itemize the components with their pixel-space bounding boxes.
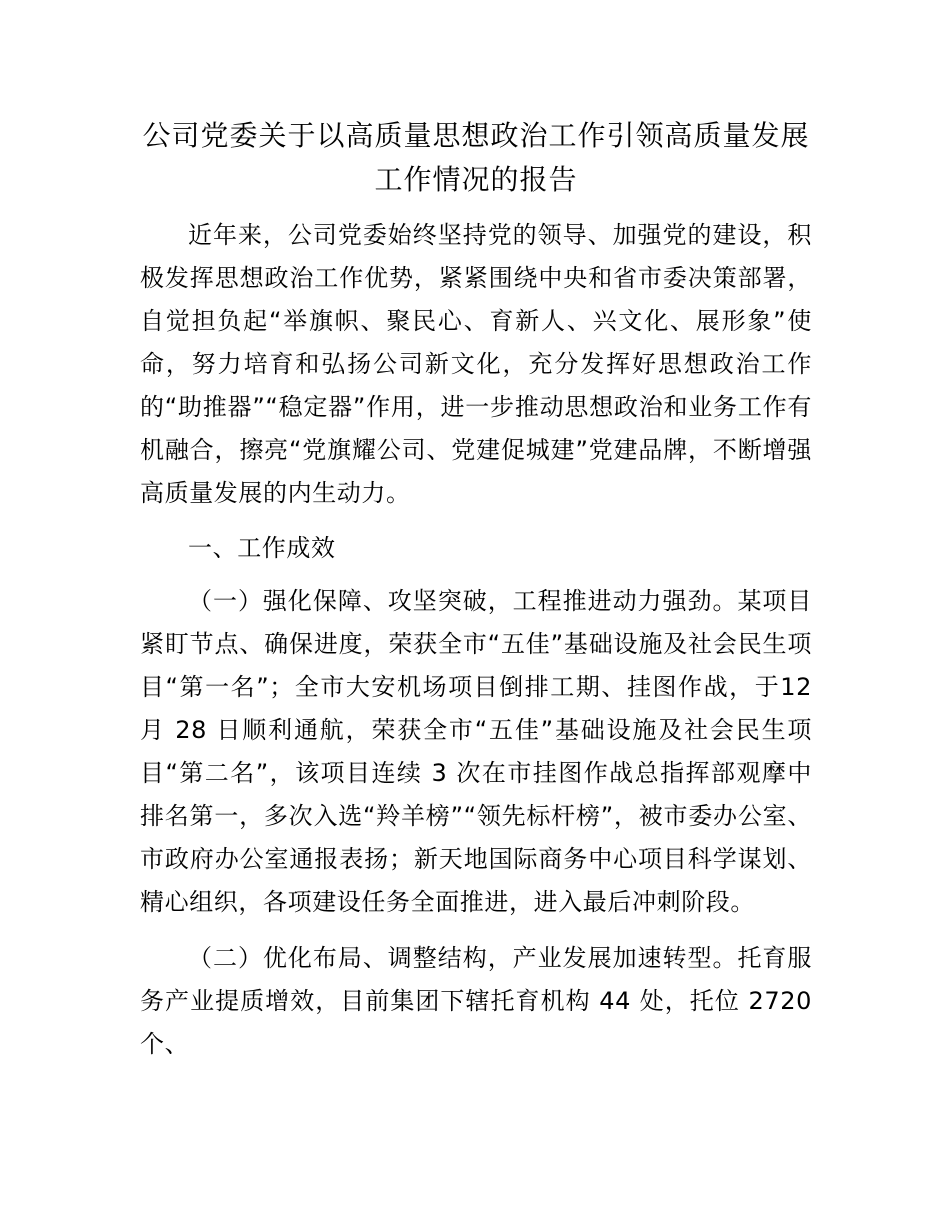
- intro-paragraph: 近年来，公司党委始终坚持党的领导、加强党的建设，积极发挥思想政治工作优势，紧紧围绕中央和省市委决策部署，自觉担负起“举旗帜、聚民心、育新人、兴文化、展形象”使命，努力培育和弘扬公司新文化，充分发挥好思想政治工作的“助推器”“稳定器”作用，进一步推动思想政治和业务工作有机融合，擦亮“党旗耀公司、党建促城建”党建品牌，不断增强高质量发展的内生动力。: [140, 221, 812, 507]
- paragraph-industry-transformation: （二）优化布局、调整结构，产业发展加速转型。托育服务产业提质增效，目前集团下辖托育机构 44 处，托位 2720 个、: [140, 944, 812, 1058]
- paragraph-engineering-progress: （一）强化保障、攻坚突破，工程推进动力强劲。某项目紧盯节点、确保进度，荣获全市“五佳”基础设施及社会民生项目“第一名”；全市大安机场项目倒排工期、挂图作战，于12 月 28 日顺利通航，荣获全市“五佳”基础设施及社会民生项目“第二名”，该项目连续 3 次在市挂图作战总指挥部观摩中排名第一，多次入选“羚羊榜”“领先标杆榜”，被市委办公室、市政府办公室通报表扬；新天地国际商务中心项目科学谋划、精心组织，各项建设任务全面推进，进入最后冲刺阶段。: [140, 587, 812, 916]
- document-title: 公司党委关于以高质量思想政治工作引领高质量发展工作情况的报告: [142, 119, 810, 196]
- section-heading-results: 一、工作成效: [188, 534, 336, 562]
